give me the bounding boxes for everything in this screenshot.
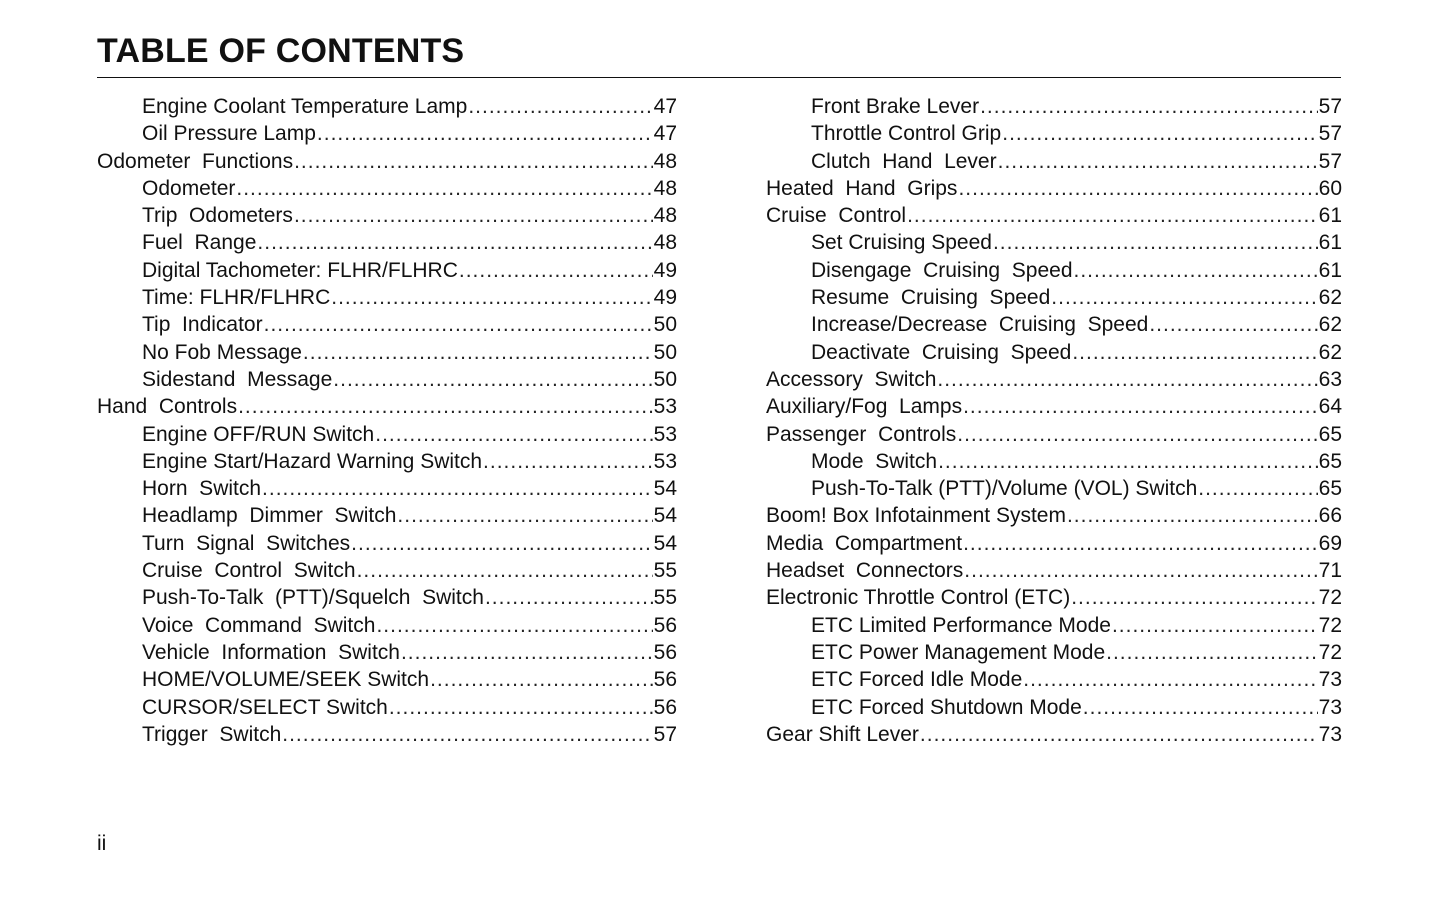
toc-entry-label: Odometer xyxy=(142,176,236,200)
toc-entry-label: Engine Start/Hazard Warning Switch xyxy=(142,449,483,473)
dot-leader xyxy=(1074,257,1318,284)
toc-entry-label: No Fob Message xyxy=(142,340,302,364)
dot-leader xyxy=(389,694,653,721)
dot-leader xyxy=(351,530,652,557)
toc-entry-page: 71 xyxy=(1318,559,1342,583)
toc-entry-label: Hand Controls xyxy=(97,395,238,419)
toc-entry-label: ETC Power Management Mode xyxy=(811,640,1106,664)
toc-entry[interactable] xyxy=(766,557,1342,584)
toc-entry-page: 47 xyxy=(653,122,677,146)
toc-entry[interactable] xyxy=(766,339,1342,366)
toc-entry-label: Push-To-Talk (PTT)/Squelch Switch xyxy=(142,586,484,610)
toc-entry-label: Cruise Control xyxy=(766,204,907,228)
toc-entry-page: 63 xyxy=(1318,367,1342,391)
page-title: TABLE OF CONTENTS xyxy=(97,32,465,70)
toc-entry-page: 53 xyxy=(653,449,677,473)
toc-entry[interactable] xyxy=(766,175,1342,202)
toc-entry-page: 56 xyxy=(653,613,677,637)
toc-entry[interactable] xyxy=(97,721,677,748)
dot-leader xyxy=(1023,666,1317,693)
toc-entry-label: Oil Pressure Lamp xyxy=(142,122,316,146)
dot-leader xyxy=(264,311,653,338)
toc-entry[interactable] xyxy=(97,202,677,229)
dot-leader xyxy=(937,366,1317,393)
dot-leader xyxy=(303,339,653,366)
toc-entry-label: HOME/VOLUME/SEEK Switch xyxy=(142,668,430,692)
toc-entry-page: 72 xyxy=(1318,640,1342,664)
toc-entry[interactable] xyxy=(97,257,677,284)
toc-entry-page: 60 xyxy=(1318,176,1342,200)
dot-leader xyxy=(1072,339,1317,366)
toc-entry-page: 57 xyxy=(653,722,677,746)
toc-entry-label: ETC Limited Performance Mode xyxy=(811,613,1111,637)
toc-entry-page: 69 xyxy=(1318,531,1342,555)
toc-entry-label: Accessory Switch xyxy=(766,367,937,391)
dot-leader xyxy=(963,393,1318,420)
toc-entry-label: Heated Hand Grips xyxy=(766,176,958,200)
toc-entry-label: Fuel Range xyxy=(142,231,257,255)
toc-entry-page: 62 xyxy=(1318,286,1342,310)
toc-entry-page: 50 xyxy=(653,367,677,391)
toc-entry[interactable] xyxy=(97,229,677,256)
toc-entry-label: Boom! Box Infotainment System xyxy=(766,504,1066,528)
toc-entry[interactable] xyxy=(766,694,1342,721)
toc-entry[interactable] xyxy=(97,421,677,448)
dot-leader xyxy=(375,421,652,448)
toc-entry-page: 73 xyxy=(1318,695,1342,719)
toc-entry-label: Disengage Cruising Speed xyxy=(811,258,1073,282)
toc-entry[interactable] xyxy=(766,393,1342,420)
toc-entry-page: 73 xyxy=(1318,722,1342,746)
dot-leader xyxy=(459,257,653,284)
toc-entry-label: Turn Signal Switches xyxy=(142,531,351,555)
dot-leader xyxy=(1198,475,1317,502)
toc-entry-page: 53 xyxy=(653,422,677,446)
toc-entry-label: Trigger Switch xyxy=(142,722,282,746)
toc-entry-label: ETC Forced Idle Mode xyxy=(811,668,1023,692)
dot-leader xyxy=(998,148,1318,175)
toc-entry-page: 62 xyxy=(1318,340,1342,364)
dot-leader xyxy=(483,448,653,475)
toc-entry[interactable] xyxy=(97,530,677,557)
toc-entry[interactable] xyxy=(97,612,677,639)
dot-leader xyxy=(938,448,1318,475)
toc-entry-label: Trip Odometers xyxy=(142,204,293,228)
dot-leader xyxy=(1051,284,1317,311)
dot-leader xyxy=(282,721,652,748)
toc-entry-page: 73 xyxy=(1318,668,1342,692)
dot-leader xyxy=(920,721,1318,748)
toc-entry[interactable] xyxy=(97,366,677,393)
toc-entry[interactable] xyxy=(766,120,1342,147)
page-number: ii xyxy=(97,832,107,855)
toc-entry-label: CURSOR/SELECT Switch xyxy=(142,695,388,719)
toc-entry-label: Voice Command Switch xyxy=(142,613,376,637)
toc-entry-label: Set Cruising Speed xyxy=(811,231,992,255)
toc-entry-label: Auxiliary/Fog Lamps xyxy=(766,395,963,419)
toc-entry[interactable] xyxy=(766,721,1342,748)
dot-leader xyxy=(333,366,652,393)
toc-entry-page: 48 xyxy=(653,231,677,255)
toc-entry[interactable] xyxy=(97,639,677,666)
toc-entry[interactable] xyxy=(97,284,677,311)
toc-entry[interactable] xyxy=(97,557,677,584)
dot-leader xyxy=(1071,584,1317,611)
toc-entry-page: 56 xyxy=(653,695,677,719)
toc-entry-page: 66 xyxy=(1318,504,1342,528)
toc-entry[interactable] xyxy=(766,311,1342,338)
toc-entry-page: 61 xyxy=(1318,258,1342,282)
dot-leader xyxy=(401,639,653,666)
dot-leader xyxy=(236,175,652,202)
toc-entry[interactable] xyxy=(766,93,1342,120)
toc-entry-label: Engine OFF/RUN Switch xyxy=(142,422,375,446)
toc-entry[interactable] xyxy=(766,639,1342,666)
dot-leader xyxy=(957,421,1317,448)
toc-entry-label: Mode Switch xyxy=(811,449,938,473)
toc-entry[interactable] xyxy=(766,448,1342,475)
toc-entry-label: Horn Switch xyxy=(142,477,262,501)
dot-leader xyxy=(993,229,1318,256)
toc-entry[interactable] xyxy=(766,584,1342,611)
dot-leader xyxy=(317,120,653,147)
toc-entry[interactable] xyxy=(97,120,677,147)
dot-leader xyxy=(1149,311,1317,338)
toc-entry-page: 48 xyxy=(653,149,677,173)
toc-entry[interactable] xyxy=(97,93,677,120)
dot-leader xyxy=(1106,639,1318,666)
toc-entry-page: 54 xyxy=(653,531,677,555)
toc-entry[interactable] xyxy=(766,666,1342,693)
toc-entry-label: Headset Connectors xyxy=(766,559,964,583)
toc-entry-page: 72 xyxy=(1318,586,1342,610)
toc-entry[interactable] xyxy=(97,448,677,475)
toc-entry-label: Throttle Control Grip xyxy=(811,122,1002,146)
toc-entry[interactable] xyxy=(97,666,677,693)
toc-entry[interactable] xyxy=(97,393,677,420)
toc-entry[interactable] xyxy=(97,694,677,721)
toc-entry-label: Cruise Control Switch xyxy=(142,559,356,583)
toc-column-left xyxy=(97,93,677,748)
toc-column-right xyxy=(766,93,1342,748)
toc-entry[interactable] xyxy=(766,202,1342,229)
toc-entry-label: Digital Tachometer: FLHR/FLHRC xyxy=(142,258,458,282)
toc-entry-page: 57 xyxy=(1318,95,1342,118)
toc-entry[interactable] xyxy=(766,530,1342,557)
dot-leader xyxy=(1002,120,1317,147)
toc-entry-label: Odometer Functions xyxy=(97,149,294,173)
toc-entry[interactable] xyxy=(766,421,1342,448)
dot-leader xyxy=(963,530,1318,557)
toc-entry-page: 64 xyxy=(1318,395,1342,419)
toc-entry-label: Engine Coolant Temperature Lamp xyxy=(142,95,468,118)
toc-entry[interactable] xyxy=(766,502,1342,529)
toc-entry-page: 72 xyxy=(1318,613,1342,637)
toc-entry[interactable] xyxy=(97,475,677,502)
dot-leader xyxy=(397,502,652,529)
toc-entry-label: Electronic Throttle Control (ETC) xyxy=(766,586,1071,610)
dot-leader xyxy=(331,284,652,311)
toc-entry-label: Deactivate Cruising Speed xyxy=(811,340,1072,364)
toc-entry-page: 53 xyxy=(653,395,677,419)
toc-entry-page: 57 xyxy=(1318,122,1342,146)
toc-entry[interactable] xyxy=(97,339,677,366)
toc-entry-page: 62 xyxy=(1318,313,1342,337)
toc-entry-page: 65 xyxy=(1318,422,1342,446)
dot-leader xyxy=(907,202,1318,229)
toc-entry[interactable] xyxy=(97,175,677,202)
dot-leader xyxy=(468,93,652,120)
toc-entry-page: 56 xyxy=(653,668,677,692)
toc-entry-page: 65 xyxy=(1318,449,1342,473)
toc-entry-page: 61 xyxy=(1318,231,1342,255)
toc-entry-label: Front Brake Lever xyxy=(811,95,980,118)
toc-entry[interactable] xyxy=(766,475,1342,502)
dot-leader xyxy=(958,175,1317,202)
toc-entry-page: 61 xyxy=(1318,204,1342,228)
dot-leader xyxy=(1067,502,1318,529)
toc-entry[interactable] xyxy=(766,229,1342,256)
toc-entry-page: 48 xyxy=(653,176,677,200)
toc-entry-page: 50 xyxy=(653,340,677,364)
toc-entry-page: 49 xyxy=(653,258,677,282)
toc-entry-label: Vehicle Information Switch xyxy=(142,640,400,664)
toc-entry-page: 57 xyxy=(1318,149,1342,173)
dot-leader xyxy=(262,475,653,502)
dot-leader xyxy=(257,229,652,256)
toc-entry-label: Clutch Hand Lever xyxy=(811,149,997,173)
toc-entry[interactable] xyxy=(766,284,1342,311)
dot-leader xyxy=(430,666,653,693)
toc-entry[interactable] xyxy=(97,148,677,175)
toc-entry-page: 55 xyxy=(653,586,677,610)
toc-entry-page: 48 xyxy=(653,204,677,228)
dot-leader xyxy=(357,557,653,584)
dot-leader xyxy=(964,557,1317,584)
toc-entry-label: Increase/Decrease Cruising Speed xyxy=(811,313,1149,337)
toc-entry[interactable] xyxy=(97,311,677,338)
toc-entry-page: 65 xyxy=(1318,477,1342,501)
toc-entry-page: 49 xyxy=(653,286,677,310)
toc-entry-page: 56 xyxy=(653,640,677,664)
dot-leader xyxy=(294,148,653,175)
toc-entry[interactable] xyxy=(766,148,1342,175)
toc-entry[interactable] xyxy=(766,366,1342,393)
toc-entry-page: 55 xyxy=(653,559,677,583)
toc-entry-label: Push-To-Talk (PTT)/Volume (VOL) Switch xyxy=(811,477,1198,501)
toc-entry-label: Sidestand Message xyxy=(142,367,333,391)
toc-entry[interactable] xyxy=(97,502,677,529)
dot-leader xyxy=(238,393,653,420)
toc-entry-label: Media Compartment xyxy=(766,531,963,555)
dot-leader xyxy=(1083,694,1318,721)
dot-leader xyxy=(1112,612,1318,639)
toc-entry-label: Passenger Controls xyxy=(766,422,957,446)
toc-entry-page: 54 xyxy=(653,504,677,528)
toc-entry-label: Headlamp Dimmer Switch xyxy=(142,504,397,528)
toc-entry-label: Resume Cruising Speed xyxy=(811,286,1051,310)
dot-leader xyxy=(485,584,653,611)
dot-leader xyxy=(376,612,652,639)
title-rule xyxy=(97,77,1341,78)
toc-entry-page: 50 xyxy=(653,313,677,337)
toc-entry-label: Time: FLHR/FLHRC xyxy=(142,286,331,310)
toc-entry[interactable] xyxy=(97,584,677,611)
toc-entry-page: 47 xyxy=(653,95,677,118)
toc-entry-label: ETC Forced Shutdown Mode xyxy=(811,695,1082,719)
toc-entry-label: Tip Indicator xyxy=(142,313,263,337)
toc-entry[interactable] xyxy=(766,257,1342,284)
toc-entry-label: Gear Shift Lever xyxy=(766,722,919,746)
toc-entry-page: 54 xyxy=(653,477,677,501)
toc-entry[interactable] xyxy=(766,612,1342,639)
dot-leader xyxy=(980,93,1318,120)
dot-leader xyxy=(294,202,653,229)
